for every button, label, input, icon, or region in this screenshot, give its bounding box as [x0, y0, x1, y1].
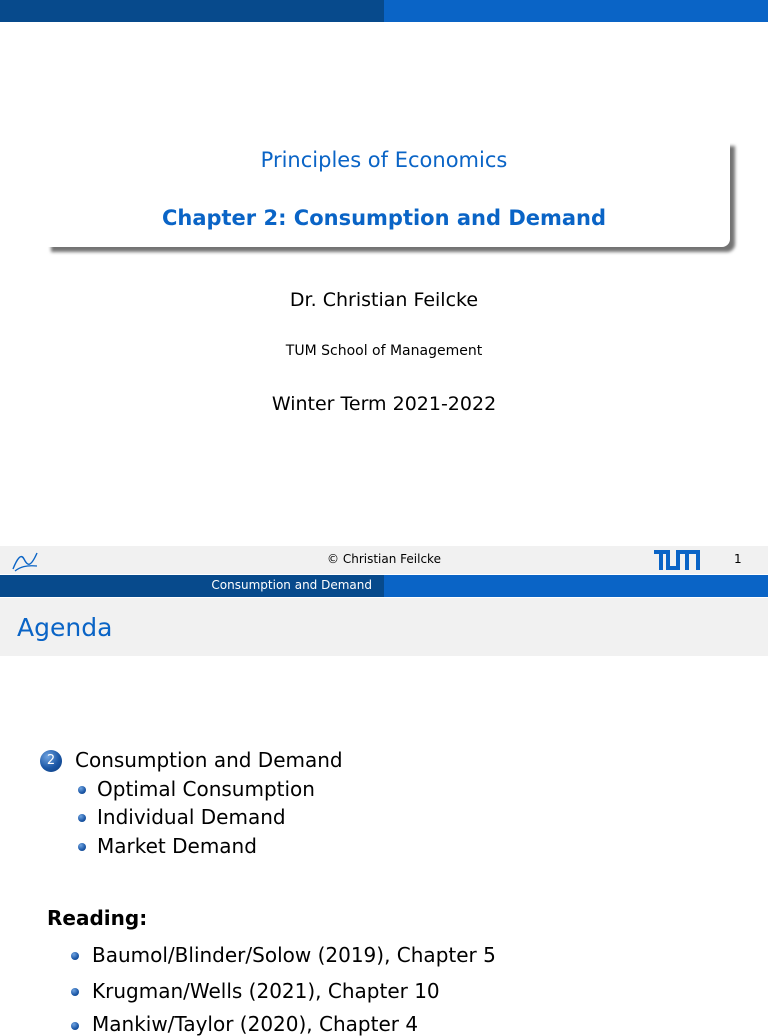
reading-heading: Reading:	[47, 906, 148, 930]
reading-item: Mankiw/Taylor (2020), Chapter 4	[92, 1012, 419, 1036]
section-number-ball: 2	[40, 750, 62, 772]
author-name: Dr. Christian Feilcke	[289, 289, 479, 311]
subsection-item[interactable]: Individual Demand	[97, 805, 286, 829]
bullet-icon	[78, 843, 86, 851]
reading-item: Baumol/Blinder/Solow (2019), Chapter 5	[92, 943, 496, 967]
bullet-icon	[71, 988, 79, 996]
frame-title: Agenda	[17, 613, 113, 642]
page-number: 1	[734, 552, 742, 566]
subsection-item[interactable]: Optimal Consumption	[97, 777, 315, 801]
nav-section-label[interactable]: Consumption and Demand	[211, 578, 372, 592]
bullet-icon	[71, 952, 79, 960]
tum-logo	[654, 550, 700, 570]
bullet-icon	[78, 786, 86, 794]
nav-bar-right	[384, 575, 768, 597]
reading-item: Krugman/Wells (2021), Chapter 10	[92, 979, 440, 1003]
header-bar-right	[384, 0, 768, 22]
term: Winter Term 2021-2022	[271, 393, 497, 415]
bullet-icon	[78, 814, 86, 822]
chapter-title: Chapter 2: Consumption and Demand	[161, 206, 607, 230]
header-bar-left	[0, 0, 384, 22]
subsection-item[interactable]: Market Demand	[97, 834, 257, 858]
copyright: © Christian Feilcke	[327, 552, 441, 566]
bullet-icon	[71, 1022, 79, 1030]
section-label[interactable]: Consumption and Demand	[75, 748, 343, 772]
institution: TUM School of Management	[285, 343, 483, 359]
course-title: Principles of Economics	[260, 148, 508, 172]
frame-title-bar	[0, 598, 768, 656]
